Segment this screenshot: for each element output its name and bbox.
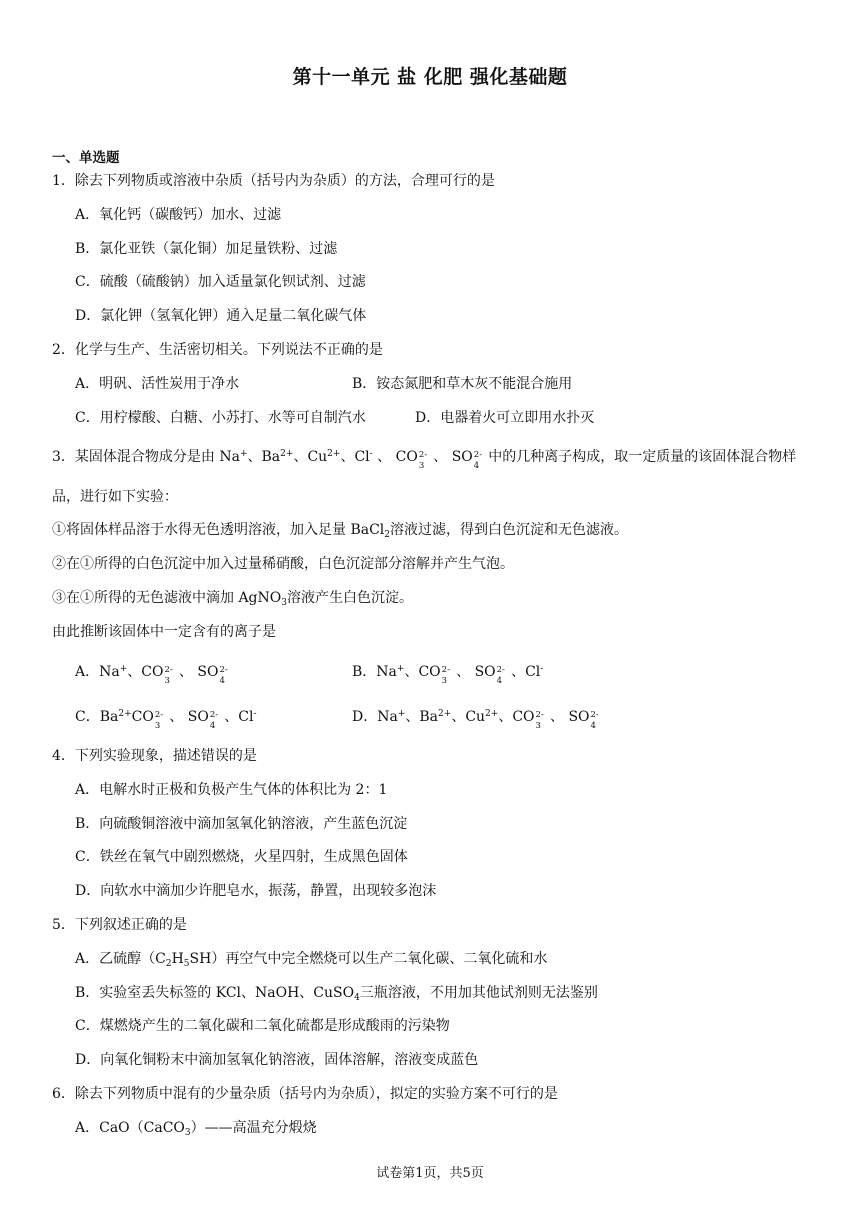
question-1-option-b: B．氯化亚铁（氯化铜）加足量铁粉、过滤 (75, 241, 338, 257)
page-title: 第十一单元 盐 化肥 强化基础题 (292, 66, 568, 88)
question-6-option-a: A．CaO（CaCO$_3$）——高温充分煅烧 (75, 1120, 317, 1138)
question-5-stem: 5．下列叙述正确的是 (52, 917, 187, 933)
question-3-step-1: ①将固体样品溶于水得无色透明溶液，加入足量 BaCl$_2$溶液过滤，得到白色沉淀和无色滤液。 (52, 522, 629, 540)
question-3-stem: 3．某固体混合物成分是由 Na+、$Ba^{2+}$、$Cu^{2+}$、Cl- 、 CO 2- 3 、 SO 2- 4 中的几种离子构成，取一定质量的该固体混合物样 (52, 449, 797, 471)
question-1-option-c: C．硫酸（硫酸钠）加入适量氯化钡试剂、过滤 (75, 274, 366, 290)
page-footer: 试卷第1页，共5页 (376, 1166, 484, 1181)
question-3-option-a: A．Na+、CO 2- 3 、 SO 2- 4 (75, 664, 228, 686)
question-3-conclusion: 由此推断该固体中一定含有的离子是 (52, 624, 276, 640)
question-3-stem-continued: 品，进行如下实验： (52, 489, 178, 505)
question-3-option-b: B．Na+、CO 2- 3 、 SO 2- 4 、Cl- (352, 664, 544, 686)
question-2-option-d: D．电器着火可立即用水扑灭 (415, 410, 595, 426)
question-2-option-c: C．用柠檬酸、白糖、小苏打、水等可自制汽水 (75, 410, 366, 426)
question-4-option-a: A．电解水时正极和负极产生气体的体积比为 2：1 (75, 782, 388, 798)
question-5-option-d: D．向氧化铜粉末中滴加氢氧化钠溶液，固体溶解，溶液变成蓝色 (75, 1052, 479, 1068)
question-6-stem: 6．除去下列物质中混有的少量杂质（括号内为杂质），拟定的实验方案不可行的是 (52, 1086, 558, 1102)
question-1-stem: 1．除去下列物质或溶液中杂质（括号内为杂质）的方法，合理可行的是 (52, 173, 495, 189)
question-5-option-c: C．煤燃烧产生的二氧化碳和二氧化硫都是形成酸雨的污染物 (75, 1018, 450, 1034)
question-4-stem: 4．下列实验现象，描述错误的是 (52, 748, 257, 764)
question-3-option-c: C．$Ba^{2+}CO$ 2- 3 、 SO 2- 4 、Cl- (75, 709, 257, 731)
q3-stem-post: 中的几种离子构成，取一定质量的该固体混合物样 (488, 449, 797, 465)
section-heading: 一、单选题 (52, 150, 120, 166)
question-1-option-d: D．氯化钾（氢氧化钾）通入足量二氧化碳气体 (75, 308, 367, 324)
question-2-option-a: A．明矾、活性炭用于净水 (75, 376, 240, 392)
question-4-option-c: C．铁丝在氧气中剧烈燃烧，火星四射，生成黑色固体 (75, 849, 408, 865)
question-1-option-a: A．氧化钙（碳酸钙）加水、过滤 (75, 207, 282, 223)
question-3-step-3: ③在①所得的无色滤液中滴加 AgNO$_3$溶液产生白色沉淀。 (52, 590, 413, 608)
question-5-option-b: B．实验室丢失标签的 KCl、NaOH、CuSO$_4$三瓶溶液，不用加其他试剂则无法鉴别 (75, 985, 598, 1003)
question-4-option-d: D．向软水中滴加少许肥皂水，振荡，静置，出现较多泡沫 (75, 883, 437, 899)
question-4-option-b: B．向硫酸铜溶液中滴加氢氧化钠溶液，产生蓝色沉淀 (75, 816, 408, 832)
question-2-stem: 2．化学与生产、生活密切相关。下列说法不正确的是 (52, 342, 383, 358)
question-5-option-a: A．乙硫醇$(C_2H_5SH)$再空气中完全燃烧可以生产二氧化碳、二氧化硫和水 (75, 951, 548, 969)
q3-stem-pre: 3．某固体混合物成分是由 Na (52, 449, 240, 465)
question-3-step-2: ②在①所得的白色沉淀中加入过量稀硝酸，白色沉淀部分溶解并产生气泡。 (52, 556, 514, 572)
question-3-option-d: D．Na+、$Ba^{2+}$、$Cu^{2+}$、CO 2- 3 、 SO 2- 4 (352, 709, 599, 731)
question-2-option-b: B．铵态氮肥和草木灰不能混合施用 (352, 376, 573, 392)
